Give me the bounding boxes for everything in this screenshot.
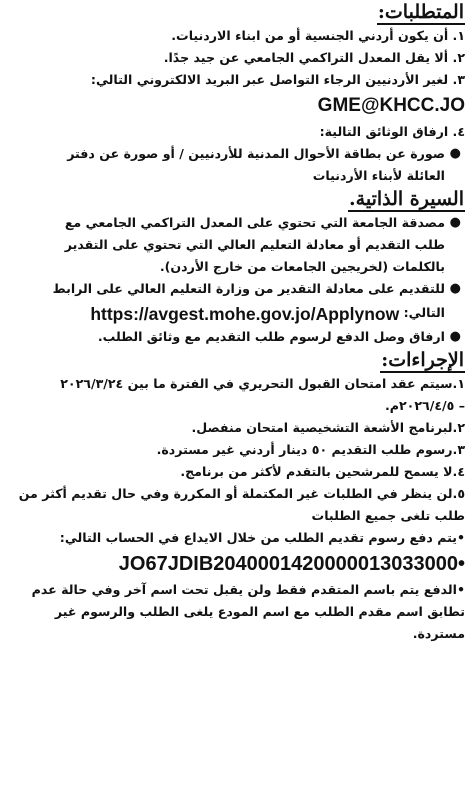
payment-name-note-cont: تطابق اسم مقدم الطلب مع اسم المودع يلغى الطلب والرسوم غير (54, 604, 465, 619)
payment-name-note-cont2: مستردة. (412, 626, 465, 641)
procedure-5: ٥.لن ينظر في الطلبات غير المكتملة أو المكررة وفي حال تقديم أكثر من (18, 486, 465, 501)
procedure-2: ٢.لبرنامج الأشعة التشخيصية امتحان منفصل. (191, 420, 465, 435)
bullet-dot: ● (449, 281, 461, 296)
cv-heading: السيرة الذاتية. (349, 188, 464, 210)
requirement-1: ١. أن يكون أردني الجنسية أو من ابناء الاردنيات. (171, 28, 465, 43)
equivalency-link[interactable]: https://avgest.mohe.gov.jo/Applynow (90, 303, 400, 324)
cv-bullet-equivalency-link: التالي: https://avgest.mohe.gov.jo/Applynow (6, 300, 465, 326)
procedure-1-cont: – ٢٠٢٦/٤/٥م. (384, 398, 465, 413)
bank-account-number: JO67JDIB2040001420000013033000• (118, 553, 465, 575)
cv-bullet-receipt: ● ارفاق وصل الدفع لرسوم طلب التقديم مع وثائق الطلب. (6, 326, 465, 348)
requirement-3: ٣. لغير الأردنيين الرجاء التواصل عبر البريد الالكتروني التالي: (90, 72, 465, 87)
procedure-4: ٤.لا يسمح للمرشحين بالتقدم لأكثر من برنامج. (180, 464, 465, 479)
procedure-1: ١.سيتم عقد امتحان القبول التحريري في الفترة ما بين ٢٠٢٦/٣/٢٤ (60, 376, 465, 391)
requirements-heading: المتطلبات: (377, 1, 464, 23)
bullet-dot: ● (449, 329, 461, 344)
requirement-2: ٢. ألا يقل المعدل التراكمي الجامعي عن جيد جدًا. (163, 50, 465, 65)
procedures-heading: الإجراءات: (381, 349, 464, 371)
cv-bullet-transcript-cont: طلب التقديم أو معادلة التعليم العالي التي تحتوي على التقدير (64, 237, 445, 252)
document-bullet-id-cont: العائلة لأبناء الأردنيات (312, 168, 445, 183)
bullet-dot: ● (449, 146, 461, 161)
payment-note: •يتم دفع رسوم تقديم الطلب من خلال الايداع في الحساب التالي: (59, 530, 465, 545)
cv-bullet-transcript-cont2: بالكلمات (لخريجين الجامعات من خارج الأردن). (159, 259, 445, 274)
payment-name-note: •الدفع يتم باسم المتقدم فقط ولن يقبل تحت اسم آخر وفي حالة عدم (31, 582, 465, 597)
document-bullet-id: ● صورة عن بطاقة الأحوال المدنية للأردنيين / أو صورة عن دفتر (6, 143, 465, 165)
cv-bullet-transcript: ● مصدقة الجامعة التي تحتوي على المعدل التراكمي الجامعي مع (6, 212, 465, 234)
procedure-3: ٣.رسوم طلب التقديم ٥٠ دينار أردني غير مستردة. (156, 442, 465, 457)
cv-bullet-equivalency: ● للتقديم على معادلة التقدير من وزارة التعليم العالي على الرابط (6, 278, 465, 300)
requirement-4: ٤. ارفاق الوثائق التالية: (319, 124, 465, 139)
bullet-dot: ● (449, 215, 461, 230)
procedure-5-cont: طلب تلغى جميع الطلبات (311, 508, 465, 523)
contact-email: GME@KHCC.JO (317, 95, 465, 116)
